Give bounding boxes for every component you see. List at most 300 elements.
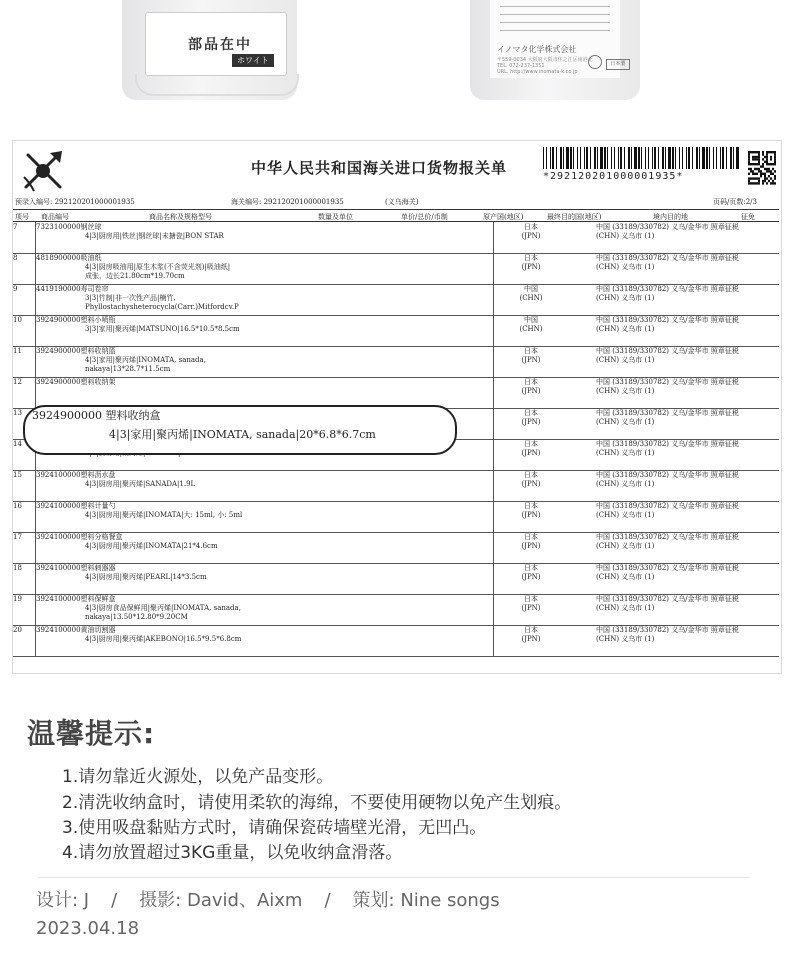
column-rule <box>35 501 36 532</box>
qr-module <box>762 163 764 165</box>
row-destination-cont: (CHN) 义乌市 (1) <box>596 511 655 519</box>
qr-module <box>758 177 760 179</box>
qr-module <box>750 182 752 184</box>
row-origin-country: 日本 <box>524 626 538 634</box>
row-origin-country: 日本 <box>524 533 538 541</box>
row-spec: 3|3|家用|聚丙烯|MATSUNO|16.5*10.5*8.5cm <box>85 325 240 333</box>
row-code-name <box>36 223 102 231</box>
qr-module <box>774 151 776 153</box>
qr-module <box>756 182 758 184</box>
qr-module <box>766 182 768 184</box>
barcode-bar <box>688 147 690 169</box>
qr-module <box>756 177 758 179</box>
qr-module <box>772 168 774 170</box>
column-rule <box>493 594 494 625</box>
col-header-final-dest: 最终目的国(地区) <box>547 213 602 221</box>
barcode-bar <box>552 147 554 169</box>
barcode-bar <box>682 147 683 169</box>
barcode-bar <box>702 147 705 169</box>
row-code-name <box>36 564 116 572</box>
barcode-bar <box>577 147 578 169</box>
label-address-line: 〒559-0034 大阪府大阪市住之江区南港北 <box>497 57 593 63</box>
row-origin-country: 日本 <box>524 440 538 448</box>
row-origin-country: 日本 <box>524 378 538 386</box>
barcode-bar <box>597 147 598 169</box>
qr-module <box>774 182 776 184</box>
qr-module <box>758 170 760 172</box>
column-rule <box>493 222 494 253</box>
row-spec: 4|3|家用|聚丙烯|INOMATA, sanada, <box>85 356 206 364</box>
qr-module <box>752 173 754 175</box>
row-destination-cont: (CHN) 义乌市 (1) <box>596 573 655 581</box>
barcode-bar <box>631 147 632 169</box>
col-header-code: 商品编号 <box>41 213 69 221</box>
barcode-bar <box>658 147 659 169</box>
qr-module <box>754 158 756 160</box>
barcode-bar <box>618 147 619 169</box>
divider <box>38 877 750 878</box>
qr-module <box>766 177 768 179</box>
qr-module <box>748 173 750 175</box>
qr-module <box>754 163 756 165</box>
qr-module <box>758 151 760 153</box>
pre-entry-number: 预录入编号: 292120201000001935 <box>15 198 135 206</box>
row-origin-country: 日本 <box>524 347 538 355</box>
column-rule <box>35 625 36 656</box>
row-item-no: 14 <box>13 440 22 448</box>
row-goods-name: 塑料分格餐盒 <box>80 533 123 541</box>
qr-module <box>770 163 772 165</box>
table-row <box>13 346 779 378</box>
row-code-name <box>36 316 116 324</box>
qr-module <box>762 158 764 160</box>
row-origin-code: (JPN) <box>521 418 541 426</box>
tip-item: 1.请勿靠近火源处，以免产品变形。 <box>62 767 334 787</box>
qr-module <box>754 182 756 184</box>
label-rule <box>500 6 610 7</box>
qr-module <box>750 163 752 165</box>
qr-module <box>766 161 768 163</box>
qr-module <box>774 177 776 179</box>
qr-module <box>766 156 768 158</box>
qr-module <box>752 182 754 184</box>
credit-photo: 摄影: David、Aixm <box>139 890 303 911</box>
parts-box-title: 部品在中 <box>188 37 252 53</box>
barcode-bar <box>730 147 732 169</box>
row-item-no: 19 <box>13 595 22 603</box>
tip-item: 3.使用吸盘黏贴方式时，请确保瓷砖墙壁光滑，无凹凸。 <box>62 818 487 838</box>
row-destination: 中国 (33189/330782) 义乌/金华市 照章征税 <box>596 533 739 541</box>
row-origin-code: (CHN) <box>519 294 543 302</box>
barcode-bar <box>560 147 562 169</box>
row-goods-name: 寿司卷帘 <box>80 285 109 293</box>
row-item-no: 16 <box>13 502 22 510</box>
column-rule <box>35 470 36 501</box>
row-origin-code: (JPN) <box>521 573 541 581</box>
column-rule <box>35 253 36 284</box>
qr-module <box>748 156 750 158</box>
row-item-no: 13 <box>13 409 22 417</box>
row-origin-country: 中国 <box>524 285 538 293</box>
row-destination-cont: (CHN) 义乌市 (1) <box>596 294 655 302</box>
qr-module <box>768 151 770 153</box>
row-spec: 4|3|厨房用|铁丝|钢丝球|未搪瓷|BON STAR <box>85 232 224 240</box>
row-origin-code: (JPN) <box>521 635 541 643</box>
row-origin-country: 日本 <box>524 223 538 231</box>
table-row <box>13 563 779 595</box>
row-origin-code: (JPN) <box>521 449 541 457</box>
qr-module <box>774 158 776 160</box>
row-destination-cont: (CHN) 义乌市 (1) <box>596 542 655 550</box>
qr-module <box>766 151 768 153</box>
row-destination-cont: (CHN) 义乌市 (1) <box>596 356 655 364</box>
qr-module <box>756 151 758 153</box>
qr-module <box>764 161 766 163</box>
highlight-code-name: 3924900000 塑料收纳盒 <box>32 409 161 422</box>
barcode-bar <box>699 147 700 169</box>
qr-module <box>774 163 776 165</box>
label-address <box>497 57 593 75</box>
table-row <box>13 284 779 316</box>
customs-emblem-icon <box>20 147 66 193</box>
row-hs-code: 3924900000 <box>36 316 81 324</box>
barcode-bar <box>665 147 666 169</box>
barcode-bar <box>662 147 664 169</box>
qr-module <box>770 158 772 160</box>
barcode-bar <box>716 147 717 169</box>
row-code-name <box>36 254 102 262</box>
qr-module <box>766 170 768 172</box>
qr-module <box>752 170 754 172</box>
qr-module <box>770 170 772 172</box>
table-row <box>13 501 779 533</box>
customs-number: 海关编号: 292120201000001935 <box>231 198 344 206</box>
qr-module <box>768 175 770 177</box>
qr-module <box>772 151 774 153</box>
row-code-name <box>36 471 116 479</box>
col-header-domestic-dest: 境内目的地 <box>653 213 688 221</box>
row-hs-code: 7323100000 <box>36 223 81 231</box>
row-destination-cont: (CHN) 义乌市 (1) <box>596 604 655 612</box>
barcode-bar <box>556 147 557 169</box>
column-rule <box>493 253 494 284</box>
label-address-line: URL. http://www.inomata-k.co.jp <box>497 69 578 75</box>
barcode-bar <box>563 147 564 169</box>
row-hs-code: 4419190000 <box>36 285 81 293</box>
row-destination: 中国 (33189/330782) 义乌/金华市 照章征税 <box>596 440 739 448</box>
qr-module <box>762 173 764 175</box>
column-rule <box>35 284 36 315</box>
qr-module <box>766 158 768 160</box>
qr-module <box>772 180 774 182</box>
qr-module <box>752 156 754 158</box>
credits-line <box>36 886 500 912</box>
label-rule <box>500 30 610 31</box>
barcode-bar <box>620 147 622 169</box>
row-origin-code: (JPN) <box>521 604 541 612</box>
row-hs-code: 3924900000 <box>36 378 81 386</box>
row-origin-code: (JPN) <box>521 480 541 488</box>
barcode-icon <box>543 147 741 173</box>
row-code-name <box>36 595 116 603</box>
qr-module <box>772 182 774 184</box>
qr-module <box>766 153 768 155</box>
barcode-bar <box>672 147 674 169</box>
barcode-bar <box>686 147 687 169</box>
row-hs-code: 3924100000 <box>36 626 81 634</box>
col-header-no: 项号 <box>15 213 29 221</box>
barcode-bar <box>594 147 596 169</box>
column-rule <box>493 377 494 408</box>
column-rule <box>493 625 494 656</box>
qr-module <box>764 177 766 179</box>
col-header-name: 商品名称及规格型号 <box>149 213 212 221</box>
barcode-bar <box>641 147 642 169</box>
row-spec: 4|3|厨房用|聚丙烯|AKEBONO|16.5*9.5*6.8cm <box>85 635 242 643</box>
customs-declaration <box>12 140 782 674</box>
column-rule <box>35 377 36 408</box>
table-row <box>13 253 779 285</box>
row-goods-name: 塑料小喷瓶 <box>80 316 116 324</box>
row-origin-country: 中国 <box>524 316 538 324</box>
column-rule <box>493 563 494 594</box>
row-spec-cont: 成张，边长21.80cm*19.70cm <box>85 272 185 280</box>
credit-plan: 策划: Nine songs <box>352 890 500 911</box>
row-origin-country: 日本 <box>524 254 538 262</box>
row-spec-cont: nakaya|13.50*12.80*9.20CM <box>85 613 188 621</box>
barcode-bar <box>720 147 721 169</box>
row-code-name <box>36 626 116 634</box>
qr-module <box>758 168 760 170</box>
qr-module <box>766 163 768 165</box>
row-destination-cont: (CHN) 义乌市 (1) <box>596 449 655 457</box>
qr-code-icon <box>746 149 778 185</box>
tray-outline <box>135 74 299 96</box>
row-code-name <box>36 378 116 386</box>
row-item-no: 12 <box>13 378 22 386</box>
barcode-bar <box>546 147 547 169</box>
barcode-bar <box>543 147 544 169</box>
row-origin-code: (JPN) <box>521 511 541 519</box>
row-origin-country: 日本 <box>524 409 538 417</box>
credit-separator: / <box>111 890 118 911</box>
barcode-bar <box>706 147 708 169</box>
row-origin-code: (JPN) <box>521 387 541 395</box>
row-item-no: 10 <box>13 316 22 324</box>
row-origin-country: 日本 <box>524 471 538 479</box>
row-origin-country: 日本 <box>524 564 538 572</box>
row-item-no: 18 <box>13 564 22 572</box>
column-rule <box>35 346 36 377</box>
row-spec: 4|3|厨房用|聚丙烯|INOMATA|大: 15ml, 小: 5ml <box>85 511 243 519</box>
customs-office: (义乌海关) <box>385 198 419 206</box>
qr-module <box>760 170 762 172</box>
qr-module <box>768 163 770 165</box>
qr-module <box>754 168 756 170</box>
col-header-qty: 数量及单位 <box>318 213 353 221</box>
qr-module <box>772 163 774 165</box>
column-rule <box>35 222 36 253</box>
row-item-no: 17 <box>13 533 22 541</box>
table-row <box>13 470 779 502</box>
row-item-no: 9 <box>13 285 18 293</box>
row-origin-code: (JPN) <box>521 263 541 271</box>
row-code-name <box>36 285 109 293</box>
row-destination: 中国 (33189/330782) 义乌/金华市 照章征税 <box>596 254 739 262</box>
barcode-bar <box>645 147 646 169</box>
column-rule <box>493 532 494 563</box>
column-rule <box>493 439 494 470</box>
header-rule <box>13 209 779 210</box>
qr-module <box>756 156 758 158</box>
barcode-bar <box>628 147 630 169</box>
row-code-name <box>36 502 116 510</box>
qr-module <box>770 151 772 153</box>
barcode-bar <box>722 147 724 169</box>
qr-module <box>764 168 766 170</box>
row-spec: 4|3|厨房食品保鲜用|聚丙烯|INOMATA, sanada, <box>85 604 241 612</box>
table-row <box>13 222 779 254</box>
qr-module <box>750 177 752 179</box>
row-hs-code: 3924100000 <box>36 502 81 510</box>
row-destination-cont: (CHN) 义乌市 (1) <box>596 387 655 395</box>
document-title: 中华人民共和国海关进口货物报关单 <box>251 159 508 177</box>
qr-module <box>754 173 756 175</box>
highlight-spec: 4|3|家用|聚丙烯|INOMATA, sanada|20*6.8*6.7cm <box>109 428 376 441</box>
barcode-bar <box>566 147 569 169</box>
table-row <box>13 625 779 657</box>
qr-module <box>756 158 758 160</box>
qr-module <box>758 180 760 182</box>
qr-module <box>758 182 760 184</box>
row-destination: 中国 (33189/330782) 义乌/金华市 照章征税 <box>596 378 739 386</box>
row-destination-cont: (CHN) 义乌市 (1) <box>596 232 655 240</box>
credit-separator: / <box>324 890 331 911</box>
qr-module <box>774 153 776 155</box>
row-destination-cont: (CHN) 义乌市 (1) <box>596 325 655 333</box>
row-code-name <box>36 533 123 541</box>
credit-design: 设计: J <box>36 890 90 911</box>
label-rule <box>500 22 610 23</box>
row-destination: 中国 (33189/330782) 义乌/金华市 照章征税 <box>596 347 739 355</box>
qr-module <box>752 158 754 160</box>
barcode-bar <box>638 147 640 169</box>
barcode-bar <box>614 147 615 169</box>
column-rule <box>493 315 494 346</box>
row-destination: 中国 (33189/330782) 义乌/金华市 照章征税 <box>596 471 739 479</box>
qr-module <box>748 153 750 155</box>
row-origin-code: (CHN) <box>519 325 543 333</box>
qr-module <box>758 163 760 165</box>
qr-module <box>774 156 776 158</box>
barcode-bar <box>675 147 676 169</box>
recycle-mark-icon <box>588 55 602 69</box>
row-hs-code: 3924100000 <box>36 564 81 572</box>
qr-module <box>756 163 758 165</box>
row-code-name <box>36 347 116 355</box>
qr-module <box>752 151 754 153</box>
tip-item: 2.清洗收纳盒时，请使用柔软的海绵，不要使用硬物以免产生划痕。 <box>62 793 572 813</box>
qr-module <box>754 177 756 179</box>
column-rule <box>35 594 36 625</box>
row-spec: 4|3|厨房用|聚丙烯|PEARL|14*3.5cm <box>85 573 207 581</box>
row-goods-name: 钢丝球 <box>80 223 102 231</box>
barcode-bar <box>590 147 591 169</box>
barcode-bar <box>713 147 714 169</box>
row-goods-name: 黄油切割器 <box>80 626 116 634</box>
qr-module <box>762 182 764 184</box>
row-destination: 中国 (33189/330782) 义乌/金华市 照章征税 <box>596 409 739 417</box>
qr-module <box>764 175 766 177</box>
barcode-bar <box>648 147 649 169</box>
qr-module <box>756 173 758 175</box>
tips-title: 温馨提示: <box>27 717 156 750</box>
qr-module <box>762 151 764 153</box>
column-rule <box>493 470 494 501</box>
row-spec-cont: Phyllostachysheterocycla(Carr.)Mitfordcv.P <box>85 303 239 311</box>
barcode-bar <box>550 147 551 169</box>
qr-module <box>748 180 750 182</box>
qr-module <box>768 168 770 170</box>
qr-module <box>750 168 752 170</box>
row-origin-code: (JPN) <box>521 232 541 240</box>
barcode-bar <box>709 147 710 169</box>
qr-module <box>768 170 770 172</box>
row-spec: 4|3|厨房吸油用|原生木浆(不含荧光剂)|吸油纸| <box>85 263 231 271</box>
qr-module <box>748 168 750 170</box>
qr-module <box>754 151 756 153</box>
qr-module <box>764 173 766 175</box>
qr-module <box>768 180 770 182</box>
qr-module <box>770 177 772 179</box>
row-goods-name: 塑料收纳架 <box>80 378 116 386</box>
qr-module <box>752 177 754 179</box>
row-destination: 中国 (33189/330782) 义乌/金华市 照章征税 <box>596 223 739 231</box>
barcode-bar <box>604 147 606 169</box>
qr-module <box>764 180 766 182</box>
row-item-no: 11 <box>13 347 22 355</box>
barcode-bar <box>668 147 671 169</box>
row-destination: 中国 (33189/330782) 义乌/金华市 照章征税 <box>596 502 739 510</box>
row-spec: 4|3|厨房用|聚丙烯|INOMATA|21*4.6cm <box>85 542 218 550</box>
qr-module <box>762 180 764 182</box>
qr-module <box>760 173 762 175</box>
page-indicator: 页码/页数:2/3 <box>713 198 757 206</box>
row-goods-name: 塑料保鲜盒 <box>80 595 116 603</box>
qr-module <box>750 151 752 153</box>
barcode-bar <box>692 147 693 169</box>
qr-module <box>762 153 764 155</box>
credit-date: 2023.04.18 <box>36 918 140 939</box>
row-destination-cont: (CHN) 义乌市 (1) <box>596 263 655 271</box>
qr-module <box>758 161 760 163</box>
qr-module <box>766 168 768 170</box>
label-address-line: TEL. 072-237-1351 <box>497 63 545 69</box>
column-rule <box>493 284 494 315</box>
row-goods-name: 塑料刺器器 <box>80 564 116 572</box>
qr-module <box>770 156 772 158</box>
barcode-bar <box>654 147 656 169</box>
qr-module <box>752 163 754 165</box>
barcode-bar <box>611 147 612 169</box>
row-origin-country: 日本 <box>524 502 538 510</box>
qr-module <box>760 165 762 167</box>
table-row <box>13 315 779 347</box>
row-hs-code: 3924100000 <box>36 595 81 603</box>
barcode-bar <box>652 147 653 169</box>
col-header-price: 单价/总价/币制 <box>401 213 448 221</box>
made-in-japan-badge: 日本製 <box>606 59 630 70</box>
